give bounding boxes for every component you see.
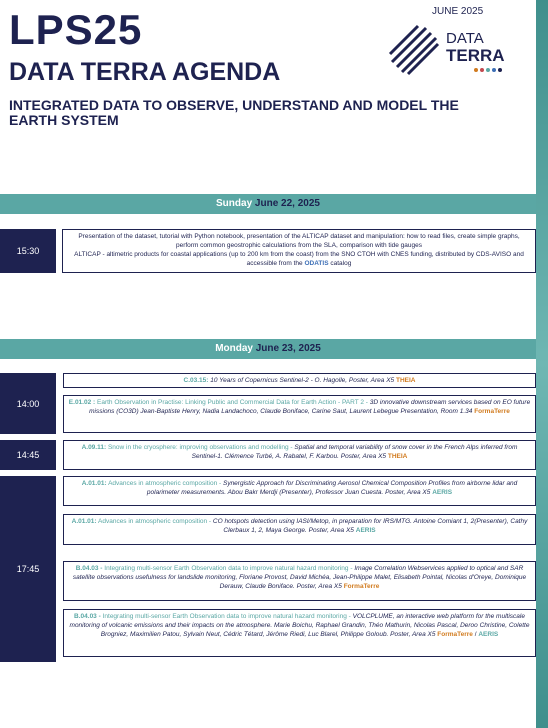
logo-word-bottom: TERRA: [446, 46, 505, 65]
session-card: B.04.03 - Integrating multi-sensor Earth Observation data to improve natural hazard monitoring - VOLCPLUME, an interactive web platform for the multiscale monitoring of volcanic emissions and their impacts on the atmosphere. Marie Boichu, Raphael Grandin, Théo Mathurin, Nicolas Pascal, Deroo Christine, Colette Brogniez, Maximilien Patou, Sylvain Neut, Cédric Tétard, Jérôme Riedi, Luc Blarel, Philippe Goloub. Poster, Area X5 FormaTerre / AERIS: [63, 609, 536, 657]
day-header-monday: [0, 339, 536, 359]
page-header: [0, 0, 548, 190]
day-header-sunday: [0, 194, 536, 214]
session-card: C.03.15: 10 Years of Copernicus Sentinel-2 - O. Hagolle, Poster, Area X5 THEIA: [63, 373, 536, 388]
session-card: A.01.01: Advances in atmospheric composition - CO hotspots detection using IASI/Metop, in preparation for IRS/MTG. Antoine Comiant 1, 2(Presenter), Cathy Clerbaux 1, 2, Maya George. Poster, Area X5 AERIS: [63, 514, 536, 545]
day-date: June 22, 2025: [254, 198, 320, 209]
time-slot: 15:30: [0, 229, 56, 273]
page-subtitle: INTEGRATED DATA TO OBSERVE, UNDERSTAND AND MODEL THE EARTH SYSTEM: [9, 97, 459, 128]
agenda-title: DATA TERRA AGENDA: [9, 58, 281, 86]
page-title: LPS25: [9, 6, 143, 53]
org-link: ODATIS: [304, 260, 329, 267]
logo-mark-icon: [386, 22, 440, 76]
data-terra-logo: [386, 22, 512, 76]
session-card: E.01.02 : Earth Observation in Practise: Linking Public and Commercial Data for Earth Action - PART 2 - 3D innovative downstream services based on EO future missions (CO3D) Jean-Baptiste Henry, Nadia Landachoco, Claude Boniface, Carine Saut, Laurent Lebegue Presentation, Room 1.34 FormaTerre: [63, 395, 536, 433]
day-date: June 23, 2025: [255, 343, 321, 354]
day-name: Monday: [215, 343, 253, 354]
day-name: Sunday: [216, 198, 253, 209]
session-card: Presentation of the dataset, tutorial with Python notebook, presentation of the ALTICAP dataset and manipulation: how to read files, create simple graphs, perform common geostrophic calculations from the SLA, comparison with tide gauges ALTICAP - altimetric products for coastal applications (up to 200 km from the coast) from the SNO CTOH with CNES funding, distributed by CDS-AVISO and accessible from the ODATIS catalog: [62, 229, 536, 273]
time-slot: 17:45: [0, 476, 56, 662]
time-slot: 14:45: [0, 440, 56, 470]
time-slot: 14:00: [0, 373, 56, 434]
session-card: B.04.03 - Integrating multi-sensor Earth Observation data to improve natural hazard monitoring - Image Correlation Webservices applied to optical and SAR satellite observations usefulness for landslide monitoring, Floriane Provost, David Michéa, Jean-Philippe Malet, Elisabeth Pointal, Nicolas d'Oreye, Dominique Derauw, Claude Boniface. Poster, Area X5 FormaTerre: [63, 561, 536, 601]
issue-date: JUNE 2025: [432, 6, 484, 17]
session-card: A.01.01: Advances in atmospheric composition - Synergistic Approach for Discriminating Aerosol Chemical Composition Profiles from airborne lidar and polarimeter measurements. Abou Bakr Merdji (Presenter), Professor Juan Cuesta. Poster, Area X5 AERIS: [63, 476, 536, 506]
logo-word-top: DATA: [446, 30, 484, 47]
logo-dots: [474, 68, 502, 72]
session-card: A.09.11: Snow in the cryosphere: improving observations and modelling - Spatial and temporal variability of snow cover in the French Alps inferred from Sentinel-1. Clémence Turbé, A. Rabatel, F. Karbou. Poster, Area X5 THEIA: [63, 440, 536, 470]
